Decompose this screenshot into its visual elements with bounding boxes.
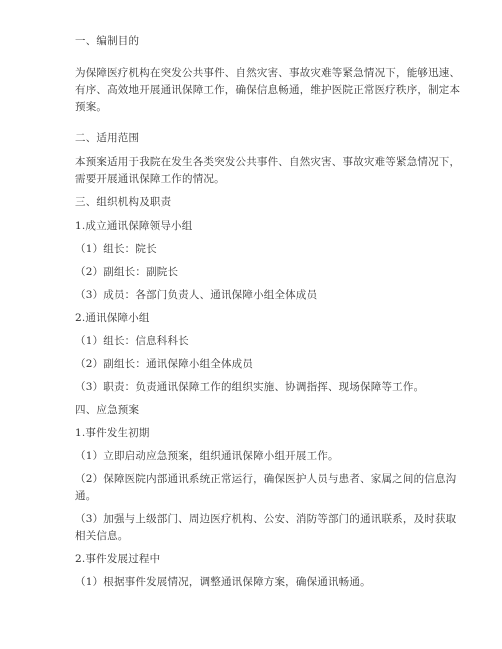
- section-4-sub2-item-1: （1）根据事件发展情况，调整通讯保障方案，确保通讯畅通。: [75, 576, 371, 588]
- section-4-subheading-1: 1.事件发生初期: [75, 427, 150, 439]
- section-3-sub2-item-2: （2）副组长：通讯保障小组全体成员: [75, 358, 254, 370]
- section-1-paragraph-line-2: 有序、高效地开展通讯保障工作，确保信息畅通，维护医院正常医疗秩序，制定本: [75, 84, 461, 96]
- section-3-sub1-item-1: （1）组长：院长: [75, 243, 157, 255]
- section-4-sub1-item-3-line-1: （3）加强与上级部门、周边医疗机构、公安、消防等部门的通讯联系，及时获取: [75, 513, 457, 525]
- section-3-subheading-2: 2.通讯保障小组: [75, 312, 150, 324]
- section-3-sub2-item-1: （1）组长：信息科科长: [75, 335, 189, 347]
- section-4-sub1-item-3-line-2: 相关信息。: [75, 530, 129, 542]
- section-4-subheading-2: 2.事件发展过程中: [75, 553, 161, 565]
- section-1-paragraph-line-1: 为保障医疗机构在突发公共事件、自然灾害、事故灾难等紧急情况下，能够迅速、: [75, 67, 461, 79]
- section-4-sub1-item-2-line-1: （2）保障医院内部通讯系统正常运行，确保医护人员与患者、家属之间的信息沟: [75, 473, 457, 485]
- section-2-paragraph-line-2: 需要开展通讯保障工作的情况。: [75, 173, 225, 185]
- section-2-title: 二、适用范围: [75, 132, 140, 144]
- section-3-subheading-1: 1.成立通讯保障领导小组: [75, 220, 193, 232]
- section-2-paragraph-line-1: 本预案适用于我院在发生各类突发公共事件、自然灾害、事故灾难等紧急情况下，: [75, 156, 461, 168]
- section-3-sub1-item-2: （2）副组长：副院长: [75, 266, 179, 278]
- section-1-title: 一、编制目的: [75, 35, 140, 47]
- section-3-title: 三、组织机构及职责: [75, 196, 172, 208]
- section-4-title: 四、应急预案: [75, 404, 140, 416]
- section-3-sub1-item-3: （3）成员：各部门负责人、通讯保障小组全体成员: [75, 289, 318, 301]
- section-3-sub2-item-3: （3）职责：负责通讯保障工作的组织实施、协调指挥、现场保障等工作。: [75, 381, 425, 393]
- section-4-sub1-item-2-line-2: 通。: [75, 490, 97, 502]
- section-4-sub1-item-1: （1）立即启动应急预案，组织通讯保障小组开展工作。: [75, 450, 339, 462]
- section-1-paragraph-line-3: 预案。: [75, 101, 108, 113]
